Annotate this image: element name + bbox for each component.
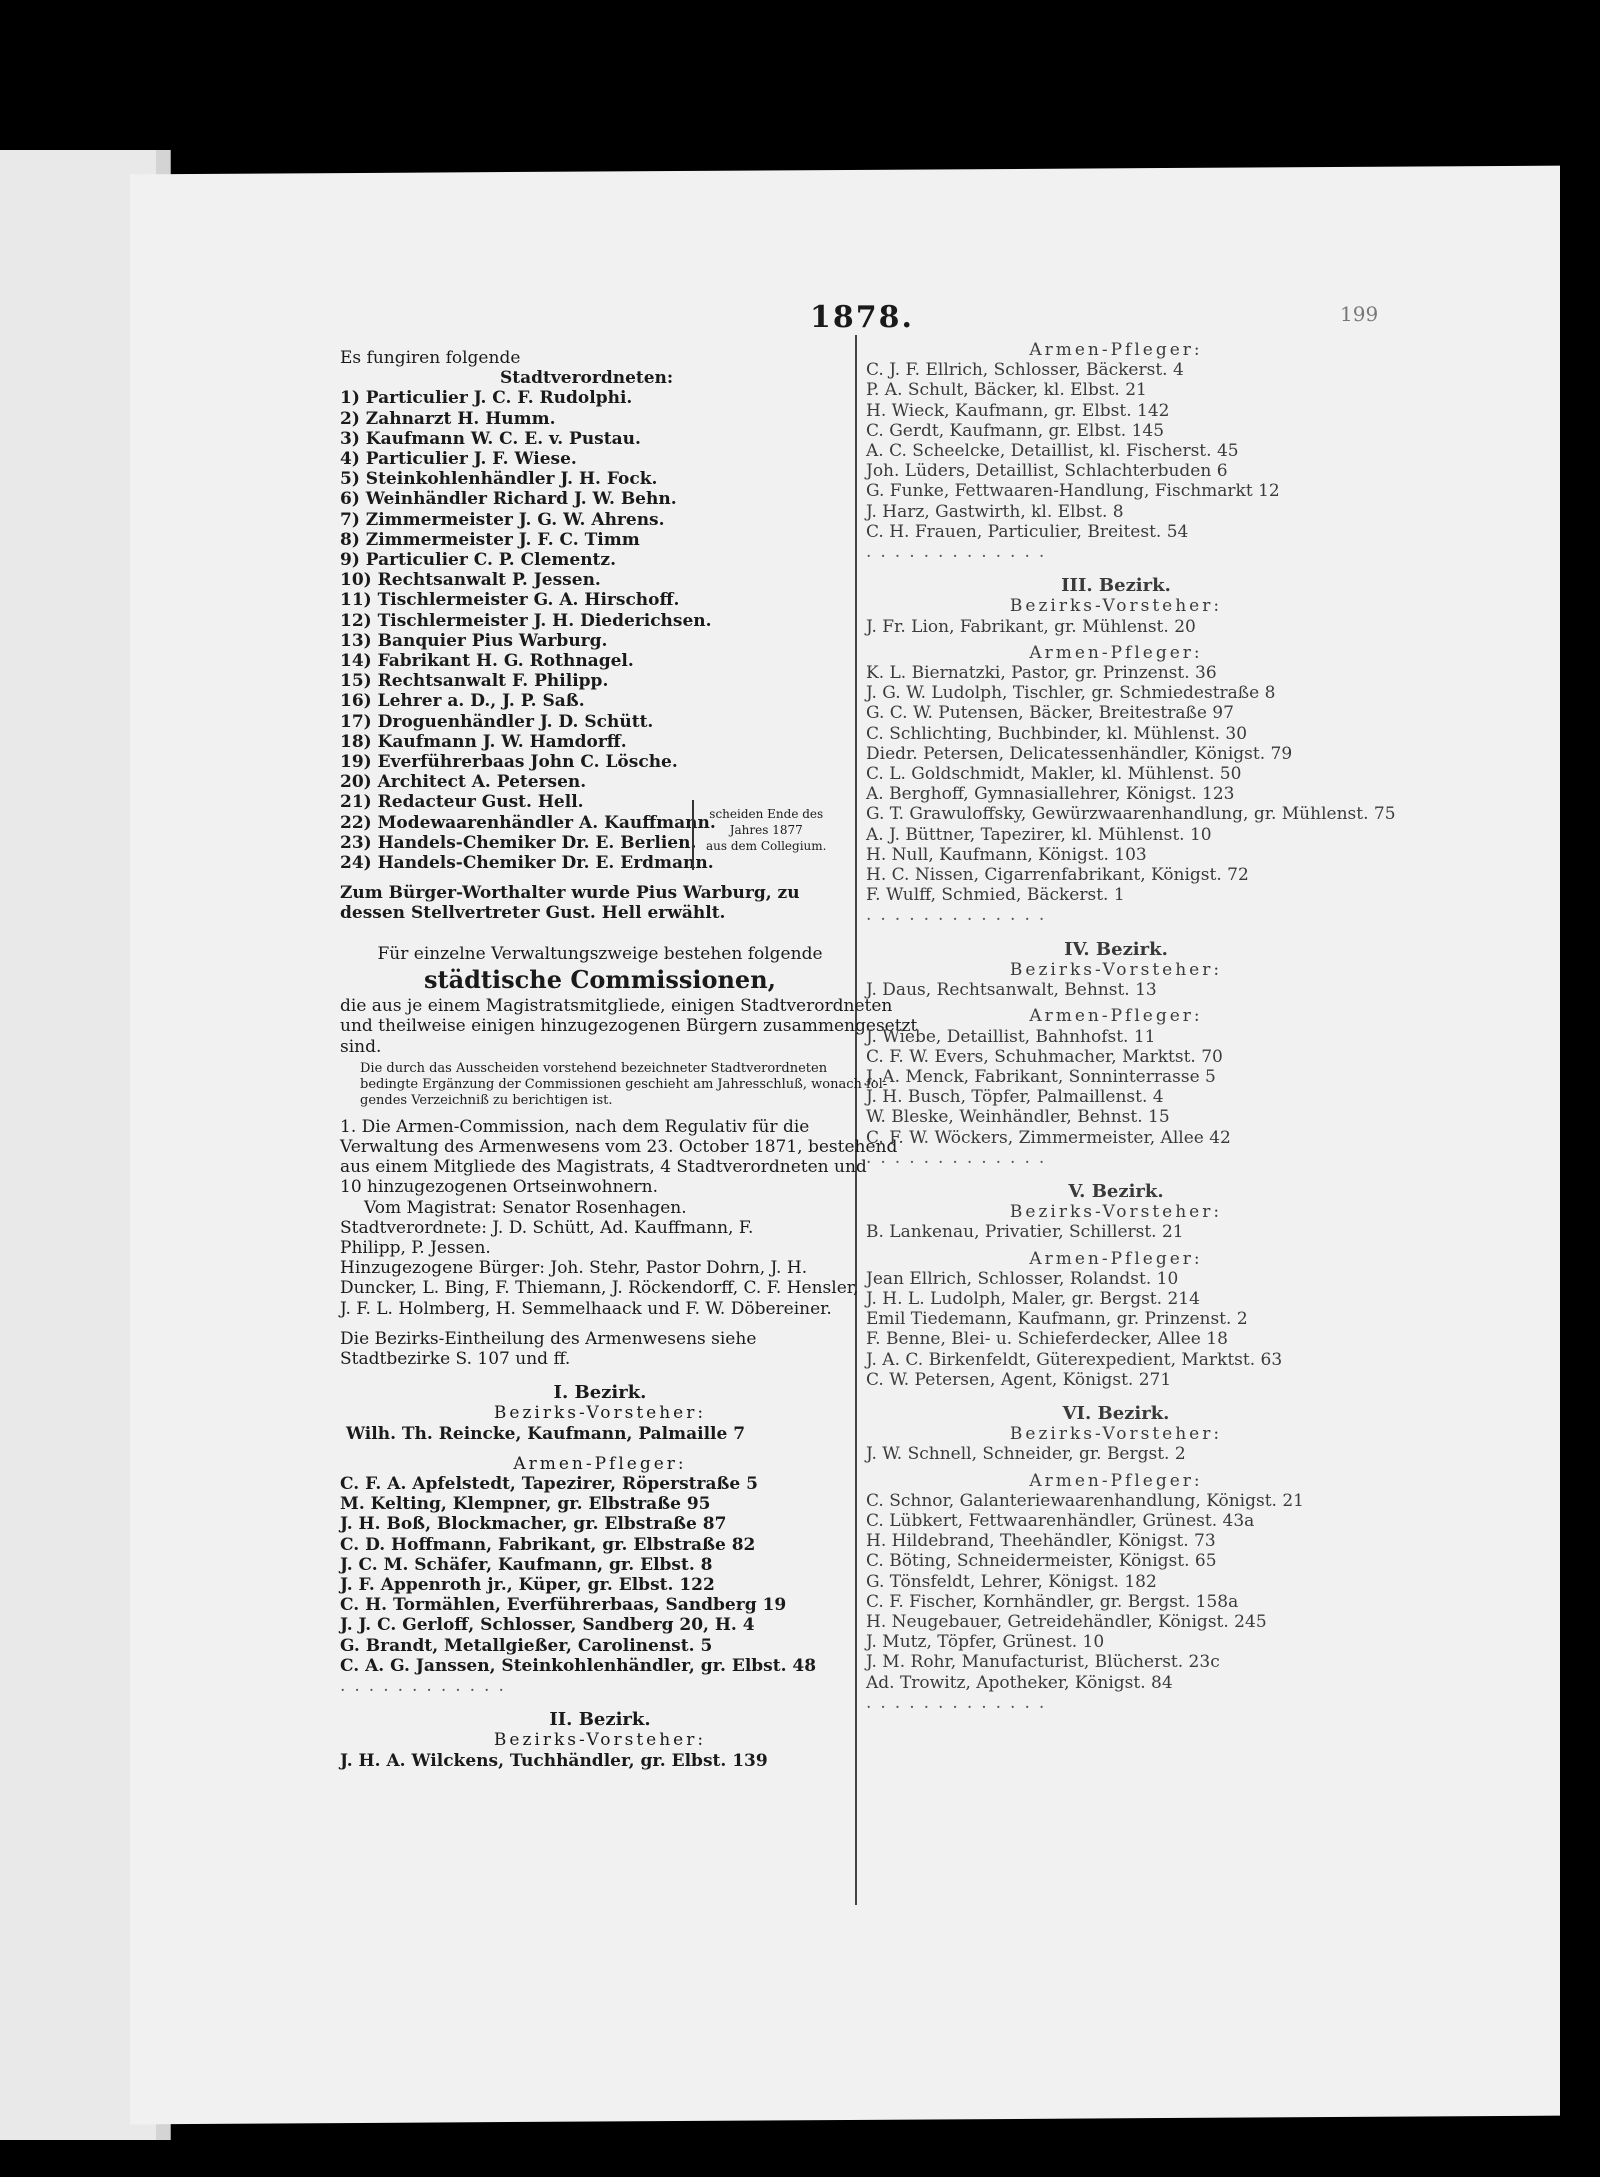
right-column — [866, 340, 1396, 1713]
pfleger-entry: C. L. Goldschmidt, Makler, kl. Mühlenst. 50 — [866, 764, 1242, 785]
pfleger-entry: G. T. Grawuloffsky, Gewürzwaarenhandlung, gr. Mühlenst. 75 — [866, 804, 1396, 825]
armen-commission-line: 1. Die Armen-Commission, nach dem Regulativ für die — [340, 1116, 810, 1137]
stadtverordnete-heading: Stadtverordneten: — [500, 368, 674, 389]
buerger-line: J. F. L. Holmberg, H. Semmelhaack und F. W. Döbereiner. — [340, 1298, 832, 1319]
bezirk2-vorsteher: J. H. A. Wilckens, Tuchhändler, gr. Elbst. 139 — [340, 1750, 768, 1771]
member-line: 10) Rechtsanwalt P. Jessen. — [340, 570, 601, 591]
pfleger-entry: J. H. L. Ludolph, Maler, gr. Bergst. 214 — [866, 1288, 1200, 1309]
pfleger-entry: J. H. Busch, Töpfer, Palmaillenst. 4 — [866, 1087, 1164, 1108]
member-line: 16) Lehrer a. D., J. P. Saß. — [340, 691, 585, 712]
bezirk6-vorsteher: J. W. Schnell, Schneider, gr. Bergst. 2 — [866, 1444, 1186, 1465]
member-line: 5) Steinkohlenhändler J. H. Fock. — [340, 469, 658, 490]
vom-magistrat: Vom Magistrat: Senator Rosenhagen. — [364, 1197, 687, 1218]
commissionen-desc-line: und theilweise einigen hinzugezogenen Bürgern zusammengesetzt — [340, 1016, 918, 1037]
eintheilung-line: Stadtbezirke S. 107 und ff. — [340, 1348, 571, 1369]
bezirk1-pfleger-label: Armen-Pfleger: — [513, 1453, 687, 1474]
member-line: 9) Particulier C. P. Clementz. — [340, 550, 616, 571]
bezirk2-pfleger-list — [866, 360, 1366, 542]
brace-note — [706, 806, 826, 854]
pfleger-entry: G. Brandt, Metallgießer, Carolinenst. 5 — [340, 1635, 713, 1656]
bezirk1-pfleger-list — [340, 1474, 860, 1676]
brace-note-line: Jahres 1877 — [729, 823, 803, 837]
pfleger-entry: P. A. Schult, Bäcker, kl. Elbst. 21 — [866, 380, 1147, 401]
pfleger-entry: G. Tönsfeldt, Lehrer, Königst. 182 — [866, 1571, 1157, 1592]
bezirk3-pfleger-list — [866, 663, 1396, 906]
pfleger-entry: C. F. Fischer, Kornhändler, gr. Bergst. 158a — [866, 1591, 1239, 1612]
pfleger-entry: J. C. M. Schäfer, Kaufmann, gr. Elbst. 8 — [340, 1554, 713, 1575]
verwaltung-line: Für einzelne Verwaltungszweige bestehen folgende — [377, 943, 823, 964]
pfleger-entry: C. Gerdt, Kaufmann, gr. Elbst. 145 — [866, 420, 1165, 441]
member-line: 22) Modewaarenhändler A. Kauffmann. — [340, 812, 716, 833]
eintheilung-line: Die Bezirks-Eintheilung des Armenwesens siehe — [340, 1328, 757, 1349]
member-line: 8) Zimmermeister J. F. C. Timm — [340, 529, 640, 550]
bezirk3-dots: ............. — [866, 905, 1054, 926]
pfleger-entry: C. J. F. Ellrich, Schlosser, Bäckerst. 4 — [866, 360, 1184, 381]
member-line: 13) Banquier Pius Warburg. — [340, 630, 608, 651]
bezirk4-title: IV. Bezirk. — [1064, 938, 1168, 960]
pfleger-entry: Diedr. Petersen, Delicatessenhändler, Königst. 79 — [866, 743, 1293, 764]
bezirk4-dots: ............. — [866, 1147, 1054, 1168]
member-line: 15) Rechtsanwalt F. Philipp. — [340, 671, 609, 692]
pfleger-entry: F. Wulff, Schmied, Bäckerst. 1 — [866, 885, 1125, 906]
commissionen-description — [340, 996, 918, 1057]
bezirk3-title: III. Bezirk. — [1061, 575, 1171, 597]
bezirk1-title: I. Bezirk. — [553, 1382, 647, 1404]
bezirk4-vorsteher: J. Daus, Rechtsanwalt, Behnst. 13 — [866, 980, 1157, 1001]
bezirk2-vorsteher-label: Bezirks-Vorsteher: — [493, 1730, 707, 1751]
bezirk6-pfleger-list — [866, 1491, 1366, 1693]
eintheilung-text — [340, 1329, 860, 1369]
pfleger-entry: M. Kelting, Klempner, gr. Elbstraße 95 — [340, 1494, 711, 1515]
pfleger-entry: C. H. Frauen, Particulier, Breitest. 54 — [866, 521, 1189, 542]
pfleger-entry: C. Lübkert, Fettwaarenhändler, Grünest. 43a — [866, 1510, 1255, 1531]
armen-commission-text — [340, 1116, 898, 1198]
bezirk6-vorsteher-label: Bezirks-Vorsteher: — [1009, 1424, 1223, 1445]
pfleger-entry: J. Harz, Gastwirth, kl. Elbst. 8 — [866, 501, 1124, 522]
bezirk6-pfleger-label: Armen-Pfleger: — [1029, 1470, 1203, 1491]
pfleger-entry: J. M. Rohr, Manufacturist, Blücherst. 23c — [866, 1652, 1220, 1673]
member-line: 6) Weinhändler Richard J. W. Behn. — [340, 489, 677, 510]
pfleger-entry: C. F. W. Evers, Schuhmacher, Marktst. 70 — [866, 1046, 1223, 1067]
pfleger-entry: K. L. Biernatzki, Pastor, gr. Prinzenst. 36 — [866, 663, 1217, 684]
note-line: Die durch das Ausscheiden vorstehend bezeichneter Stadtverordneten — [360, 1060, 828, 1076]
stadtverordnete-text — [340, 1218, 860, 1258]
bezirk4-pfleger-list — [866, 1027, 1366, 1148]
pfleger-entry: F. Benne, Blei- u. Schieferdecker, Allee 18 — [866, 1329, 1228, 1350]
bezirk3-vorsteher-label: Bezirks-Vorsteher: — [1009, 596, 1223, 617]
bezirk1-vorsteher: Wilh. Th. Reincke, Kaufmann, Palmaille 7 — [346, 1423, 746, 1444]
pfleger-entry: G. Funke, Fettwaaren-Handlung, Fischmarkt 12 — [866, 481, 1280, 502]
member-line: 17) Droguenhändler J. D. Schütt. — [340, 711, 654, 732]
pfleger-entry: J. Wiebe, Detaillist, Bahnhofst. 11 — [866, 1026, 1156, 1047]
worthalter-line: Zum Bürger-Worthalter wurde Pius Warburg, zu — [340, 883, 800, 904]
member-line: 1) Particulier J. C. F. Rudolphi. — [340, 388, 633, 409]
pfleger-entry: A. J. Büttner, Tapezirer, kl. Mühlenst. 10 — [866, 824, 1212, 845]
pfleger-entry: Ad. Trowitz, Apotheker, Königst. 84 — [866, 1672, 1173, 1693]
pfleger-entry: H. Neugebauer, Getreidehändler, Königst. 245 — [866, 1611, 1267, 1632]
member-line: 3) Kaufmann W. C. E. v. Pustau. — [340, 428, 641, 449]
pfleger-entry: C. W. Petersen, Agent, Königst. 271 — [866, 1369, 1172, 1390]
stadtverordnete-line: Philipp, P. Jessen. — [340, 1237, 491, 1258]
member-line: 7) Zimmermeister J. G. W. Ahrens. — [340, 509, 665, 530]
note-line: bedingte Ergänzung der Commissionen geschieht am Jahresschluß, wonach fol- — [360, 1076, 888, 1092]
stadtverordnete-line: Stadtverordnete: J. D. Schütt, Ad. Kauffmann, F. — [340, 1217, 754, 1238]
worthalter-line: dessen Stellvertreter Gust. Hell erwählt. — [340, 903, 726, 924]
bezirk6-title: VI. Bezirk. — [1062, 1402, 1170, 1424]
bezirk2-dots: ............. — [866, 542, 1054, 563]
commissionen-title: städtische Commissionen, — [423, 964, 777, 994]
pfleger-entry: J. J. C. Gerloff, Schlosser, Sandberg 20, H. 4 — [340, 1615, 755, 1636]
intro-line: Es fungiren folgende — [340, 348, 521, 368]
member-line: 20) Architect A. Petersen. — [340, 772, 587, 793]
member-line: 24) Handels-Chemiker Dr. E. Erdmann. — [340, 853, 714, 874]
pfleger-entry: C. Schnor, Galanteriewaarenhandlung, Königst. 21 — [866, 1490, 1304, 1511]
pfleger-entry: H. Null, Kaufmann, Königst. 103 — [866, 844, 1147, 865]
bezirk2-title: II. Bezirk. — [549, 1709, 651, 1731]
bezirk3-vorsteher: J. Fr. Lion, Fabrikant, gr. Mühlenst. 20 — [866, 616, 1196, 637]
left-column — [340, 348, 918, 1771]
member-line: 2) Zahnarzt H. Humm. — [340, 408, 556, 429]
member-line: 11) Tischlermeister G. A. Hirschoff. — [340, 590, 680, 611]
bezirk2-pfleger-label: Armen-Pfleger: — [1029, 340, 1203, 360]
bezirk1-dots: ............ — [340, 1675, 513, 1696]
brace-note-line: aus dem Collegium. — [706, 839, 827, 853]
member-line: 4) Particulier J. F. Wiese. — [340, 449, 577, 470]
pfleger-entry: J. A. C. Birkenfeldt, Güterexpedient, Marktst. 63 — [866, 1349, 1283, 1370]
pfleger-entry: C. Schlichting, Buchbinder, kl. Mühlenst. 30 — [866, 723, 1248, 744]
pfleger-entry: H. Hildebrand, Theehändler, Königst. 73 — [866, 1531, 1216, 1552]
member-line: 19) Everführerbaas John C. Lösche. — [340, 752, 678, 773]
bezirk3-pfleger-label: Armen-Pfleger: — [1029, 642, 1203, 663]
bezirk5-vorsteher-label: Bezirks-Vorsteher: — [1009, 1202, 1223, 1223]
buerger-line: Duncker, L. Bing, F. Thiemann, J. Röckendorff, C. F. Hensler, — [340, 1278, 859, 1299]
note-text — [360, 1060, 888, 1109]
buerger-text — [340, 1258, 860, 1319]
pfleger-entry: W. Bleske, Weinhändler, Behnst. 15 — [866, 1107, 1170, 1128]
pfleger-entry: Jean Ellrich, Schlosser, Rolandst. 10 — [866, 1268, 1179, 1289]
bezirk5-pfleger-label: Armen-Pfleger: — [1029, 1248, 1203, 1269]
page-number: 199 — [1340, 302, 1379, 326]
member-line: 12) Tischlermeister J. H. Diederichsen. — [340, 610, 712, 631]
pfleger-entry: C. F. W. Wöckers, Zimmermeister, Allee 42 — [866, 1127, 1231, 1148]
bezirk6-dots: ............. — [866, 1692, 1054, 1713]
bezirk5-title: V. Bezirk. — [1068, 1180, 1164, 1202]
pfleger-entry: H. Wieck, Kaufmann, gr. Elbst. 142 — [866, 400, 1170, 421]
bezirk5-vorsteher: B. Lankenau, Privatier, Schillerst. 21 — [866, 1222, 1184, 1243]
armen-commission-line: 10 hinzugezogenen Ortseinwohnern. — [340, 1177, 659, 1198]
brace-note-line: scheiden Ende des — [709, 807, 824, 821]
pfleger-entry: C. H. Tormählen, Everführerbaas, Sandberg 19 — [340, 1595, 787, 1616]
pfleger-entry: A. C. Scheelcke, Detaillist, kl. Fischerst. 45 — [866, 441, 1239, 462]
brace — [692, 800, 702, 870]
pfleger-entry: J. Mutz, Töpfer, Grünest. 10 — [866, 1632, 1105, 1653]
pfleger-entry: J. G. W. Ludolph, Tischler, gr. Schmiedestraße 8 — [866, 683, 1276, 704]
pfleger-entry: C. F. A. Apfelstedt, Tapezirer, Röperstraße 5 — [340, 1473, 758, 1494]
pfleger-entry: C. Böting, Schneidermeister, Königst. 65 — [866, 1551, 1217, 1572]
member-line: 14) Fabrikant H. G. Rothnagel. — [340, 651, 634, 672]
buerger-line: Hinzugezogene Bürger: Joh. Stehr, Pastor Dohrn, J. H. — [340, 1258, 808, 1279]
pfleger-entry: G. C. W. Putensen, Bäcker, Breitestraße 97 — [866, 703, 1234, 724]
note-line: gendes Verzeichniß zu berichtigen ist. — [360, 1092, 613, 1108]
member-list — [340, 388, 860, 873]
armen-commission-line: Verwaltung des Armenwesens vom 23. October 1871, bestehend — [340, 1136, 898, 1157]
bezirk5-pfleger-list — [866, 1269, 1366, 1390]
commissionen-desc-line: sind. — [340, 1036, 382, 1057]
pfleger-entry: C. A. G. Janssen, Steinkohlenhändler, gr. Elbst. 48 — [340, 1655, 817, 1676]
bezirk4-pfleger-label: Armen-Pfleger: — [1029, 1006, 1203, 1027]
member-line: 18) Kaufmann J. W. Hamdorff. — [340, 731, 627, 752]
armen-commission-line: aus einem Mitgliede des Magistrats, 4 Stadtverordneten und — [340, 1157, 867, 1178]
member-line: 23) Handels-Chemiker Dr. E. Berlien. — [340, 832, 697, 853]
pfleger-entry: H. C. Nissen, Cigarrenfabrikant, Königst. 72 — [866, 865, 1249, 886]
commissionen-desc-line: die aus je einem Magistratsmitgliede, einigen Stadtverordneten — [340, 996, 893, 1017]
worthalter-text — [340, 883, 860, 923]
pfleger-entry: J. F. Appenroth jr., Küper, gr. Elbst. 122 — [340, 1574, 715, 1595]
pfleger-entry: J. A. Menck, Fabrikant, Sonninterrasse 5 — [866, 1066, 1216, 1087]
pfleger-entry: Joh. Lüders, Detaillist, Schlachterbuden 6 — [866, 461, 1228, 482]
pfleger-entry: Emil Tiedemann, Kaufmann, gr. Prinzenst. 2 — [866, 1309, 1248, 1330]
bezirk1-vorsteher-label: Bezirks-Vorsteher: — [493, 1403, 707, 1424]
pfleger-entry: A. Berghoff, Gymnasiallehrer, Königst. 123 — [866, 784, 1235, 805]
year-heading: 1878. — [810, 300, 914, 335]
pfleger-entry: J. H. Boß, Blockmacher, gr. Elbstraße 87 — [340, 1514, 727, 1535]
member-line: 21) Redacteur Gust. Hell. — [340, 792, 584, 813]
bezirk4-vorsteher-label: Bezirks-Vorsteher: — [1009, 959, 1223, 980]
pfleger-entry: C. D. Hoffmann, Fabrikant, gr. Elbstraße 82 — [340, 1534, 756, 1555]
